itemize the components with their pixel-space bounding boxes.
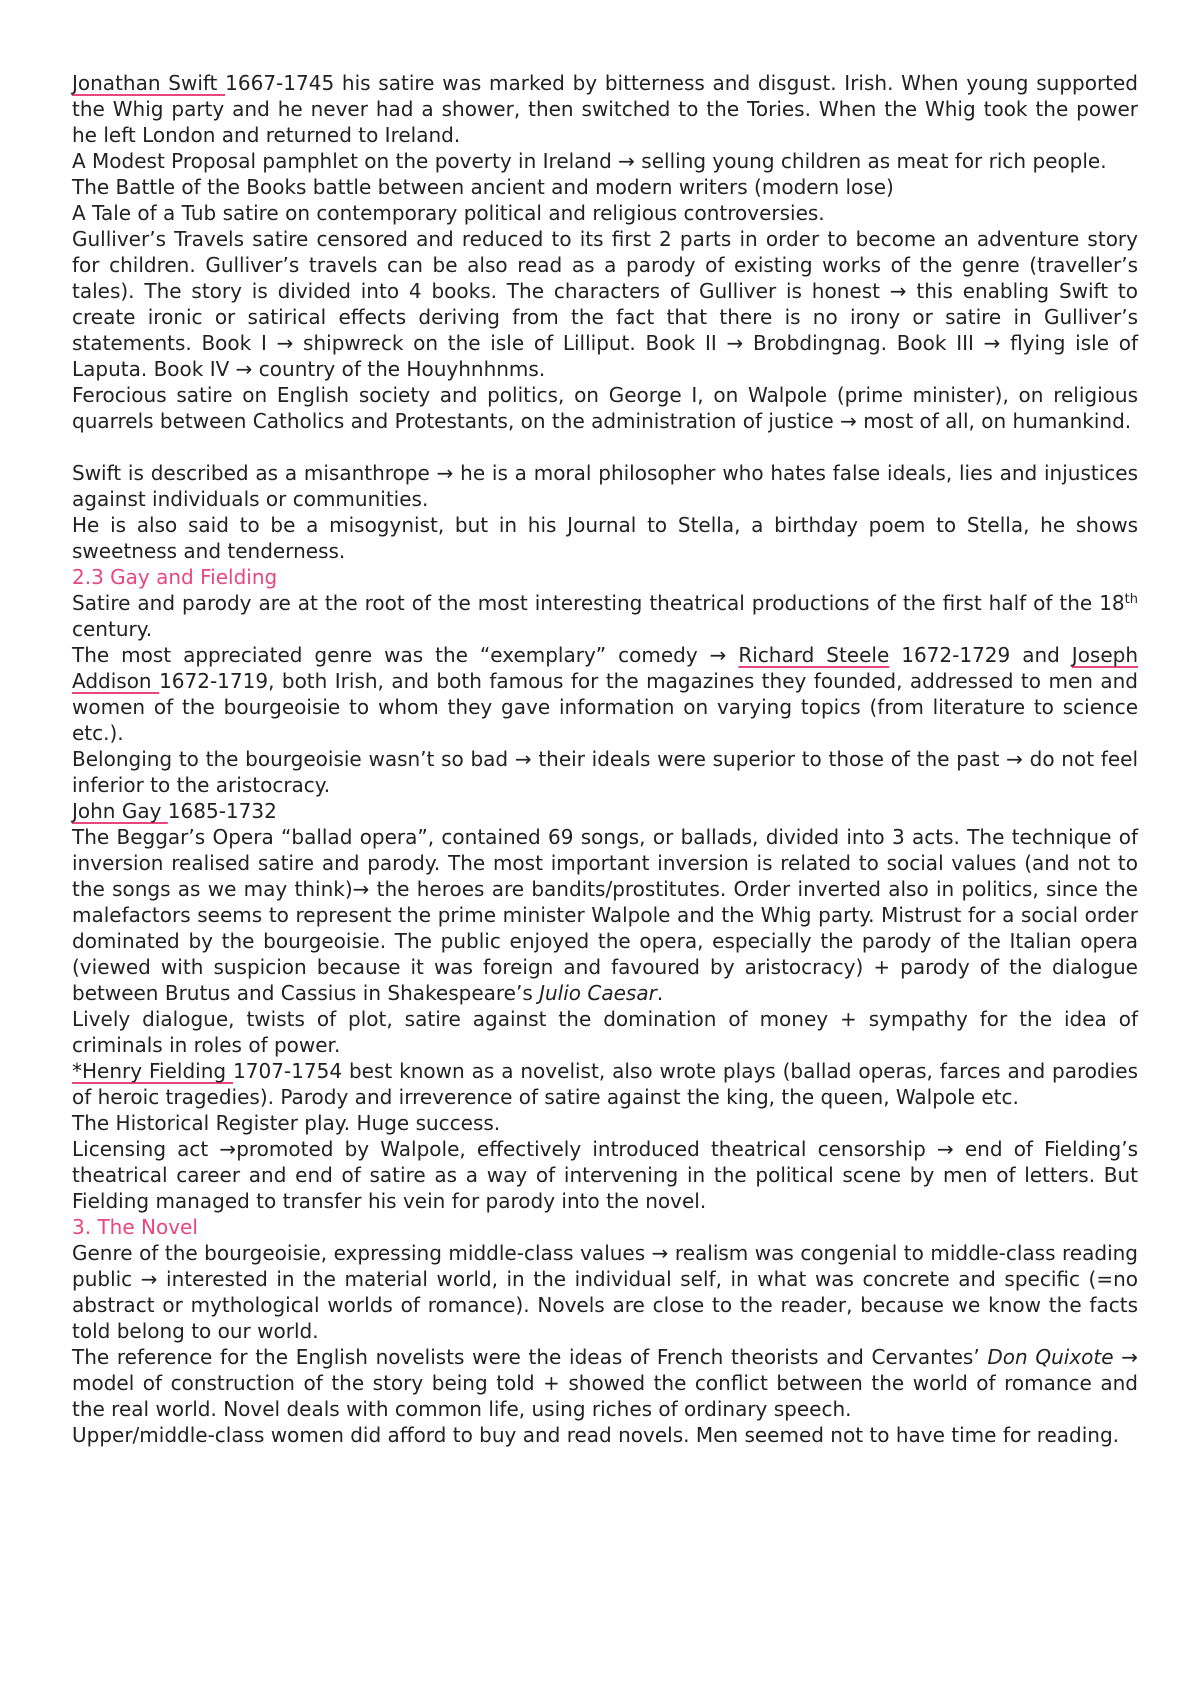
text-run: promoted by Walpole, effectively introduced theatrical censorship [236,1137,937,1161]
swift-intro-text: 1667-1745 his satire was marked by bitterness and disgust. Irish. When young supported the Whig party and he never had a shower, then switched to the Tories. When the Whig took the power he left London and returned to Ireland. [72,71,1139,147]
bourgeoisie-paragraph [72,746,1138,798]
text-run: selling young children as meat for rich people. [634,149,1107,173]
text-run: 1685-1732 [167,799,277,823]
arrow-icon: → [726,331,744,355]
arrow-icon: → [140,1267,158,1291]
text-run: A Modest Proposal pamphlet on the poverty in Ireland [72,149,619,173]
text-run: Satire and parody are at the root of the most interesting theatrical productions of the first half of the 18 [72,591,1125,615]
text-run: most of all, on humankind. [856,409,1132,433]
text-run: end of Fielding’s theatrical career and end of satire as a way of intervening in the political scene by men of letters. But Fielding managed to transfer his vein for parody into the novel. [72,1137,1138,1213]
work-title-don-quixote: Don Quixote [987,1345,1114,1369]
arrow-icon: → [840,409,857,433]
satire-root-paragraph [72,590,1138,642]
text-run: Brobdingnag. Book III [743,331,984,355]
gullivers-travels-paragraph [72,226,1138,382]
text-run: Swift is described as a misanthrope [72,461,437,485]
licensing-act-paragraph [72,1136,1138,1214]
author-name-addison: Joseph Addison [72,643,1139,693]
superscript-th: th [1124,592,1138,607]
section-heading-gay-fielding: 2.3 Gay and Fielding [72,565,278,589]
john-gay-line [72,798,1138,824]
arrow-icon: → [709,643,727,667]
arrow-icon: → [1121,1345,1138,1369]
arrow-icon: → [936,1137,954,1161]
text-run: do not feel inferior to the aristocracy. [72,747,1138,797]
section-heading-novel: 3. The Novel [72,1215,198,1239]
text-run: their ideals were superior to those of the past [531,747,1007,771]
novel-reference-paragraph [72,1344,1138,1422]
arrow-icon: → [983,331,1001,355]
women-readers-paragraph: Upper/middle-class women did afford to buy and read novels. Men seemed not to have time for reading. [72,1423,1120,1447]
text-run: flying isle of Laputa. Book IV [72,331,1138,381]
arrow-icon: → [514,747,532,771]
lively-dialogue-paragraph: Lively dialogue, twists of plot, satire against the domination of money + sympathy for the idea of criminals in roles of power. [72,1007,1138,1057]
text-run: 1707-1754 best known as a novelist, also wrote plays (ballad operas, farces and parodies of heroic tragedies). Parody and irreverence of satire against the king, the queen, Walpole etc. [72,1059,1139,1109]
novel-genre-paragraph [72,1240,1138,1344]
tale-of-tub-paragraph: A Tale of a Tub satire on contemporary political and religious controversies. [72,201,825,225]
text-run: Genre of the bourgeoisie, expressing middle-class values [72,1241,652,1265]
author-name-gay: John Gay [72,799,168,823]
text-run: The Beggar’s Opera “ballad opera”, contained 69 songs, or ballads, divided into 3 acts. The technique of inversion realised satire and parody. The most important inversion is related to social values (and not to the songs as we may think) [72,825,1138,901]
text-run: Licensing act [72,1137,220,1161]
text-run: he is a moral philosopher who hates false ideals, lies and injustices against individuals or communities. [72,461,1138,511]
arrow-icon: → [219,1137,237,1161]
author-name-swift: Jonathan Swift [72,71,226,95]
text-run: country of the Houyhnhnms. [252,357,546,381]
text-run: The reference for the English novelists were the ideas of French theorists and Cervantes’ [72,1345,988,1369]
author-name-steele: Richard Steele [738,643,890,667]
beggars-opera-paragraph [72,824,1138,1006]
text-run: 1672-1729 and [889,643,1072,667]
arrow-icon: → [889,279,907,303]
historical-register-paragraph: The Historical Register play. Huge success. [72,1111,501,1135]
text-run: 1672-1719, both Irish, and both famous for the magazines they founded, addressed to men and women of the bourgeoisie to whom they gave information on varying topics (from literature to science etc.). [72,669,1138,745]
text-run: . [656,981,664,1005]
text-run: realism was congenial to middle-class reading public [72,1241,1138,1291]
text-run: Ferocious satire on English society and politics, on George I, on Walpole (prime minister), on religious quarrels between Catholics and Protestants, on the administration of justice [72,383,1138,433]
author-name-fielding: *Henry Fielding [72,1059,234,1083]
modest-proposal-paragraph [72,148,1138,174]
arrow-icon: → [276,331,294,355]
text-run: The most appreciated genre was the “exemplary” comedy [72,643,710,667]
arrow-icon: → [618,149,635,173]
blank-line [72,434,1138,460]
text-run: interested in the material world, in the individual self, in what was concrete and specific (=no abstract or mythological worlds of romance). Novels are close to the reader, because we know the facts told belong to our world. [72,1267,1138,1343]
text-run: shipwreck on the isle of Lilliput. Book II [293,331,727,355]
arrow-icon: → [235,357,253,381]
battle-of-books-paragraph: The Battle of the Books battle between ancient and modern writers (modern lose) [72,175,894,199]
text-run: Belonging to the bourgeoisie wasn’t so bad [72,747,515,771]
text-run: the heroes are bandits/prostitutes. Order inverted also in politics, since the malefactors seems to represent the prime minister Walpole and the Whig party. Mistrust for a social order dominated by the bourgeoisie. The public enjoyed the opera, especially the parody of the Italian opera (viewed with suspicion because it was foreign and favoured by aristocracy) + parody of the dialogue between Brutus and Cassius in Shakespeare’s [72,877,1138,1005]
text-run: model of construction of the story being told + showed the conflict between the world of romance and the real world. Novel deals with common life, using riches of ordinary speech. [72,1371,1138,1421]
text-run: this enabling Swift to create ironic or satirical effects deriving from the fact that there is no irony or satire in Gulliver’s statements. Book I [72,279,1138,355]
misogynist-paragraph: He is also said to be a misogynist, but in his Journal to Stella, a birthday poem to Stella, he shows sweetness and tenderness. [72,513,1138,563]
text-run: century. [72,617,153,641]
exemplary-comedy-paragraph [72,642,1138,746]
text-run: Gulliver’s Travels satire censored and reduced to its first 2 parts in order to become an adventure story for children. Gulliver’s travels can be also read as a parody of existing works of the genre (traveller’s tales). The story is divided into 4 books. The characters of Gulliver is honest [72,227,1138,303]
ferocious-satire-paragraph [72,382,1138,434]
misanthrope-paragraph [72,460,1138,512]
arrow-icon: → [651,1241,669,1265]
swift-intro-paragraph [72,70,1138,148]
arrow-icon: → [436,461,454,485]
arrow-icon: → [352,877,370,901]
work-title-julio-caesar: Julio Caesar [539,981,657,1005]
arrow-icon: → [1006,747,1023,771]
henry-fielding-paragraph [72,1058,1138,1110]
